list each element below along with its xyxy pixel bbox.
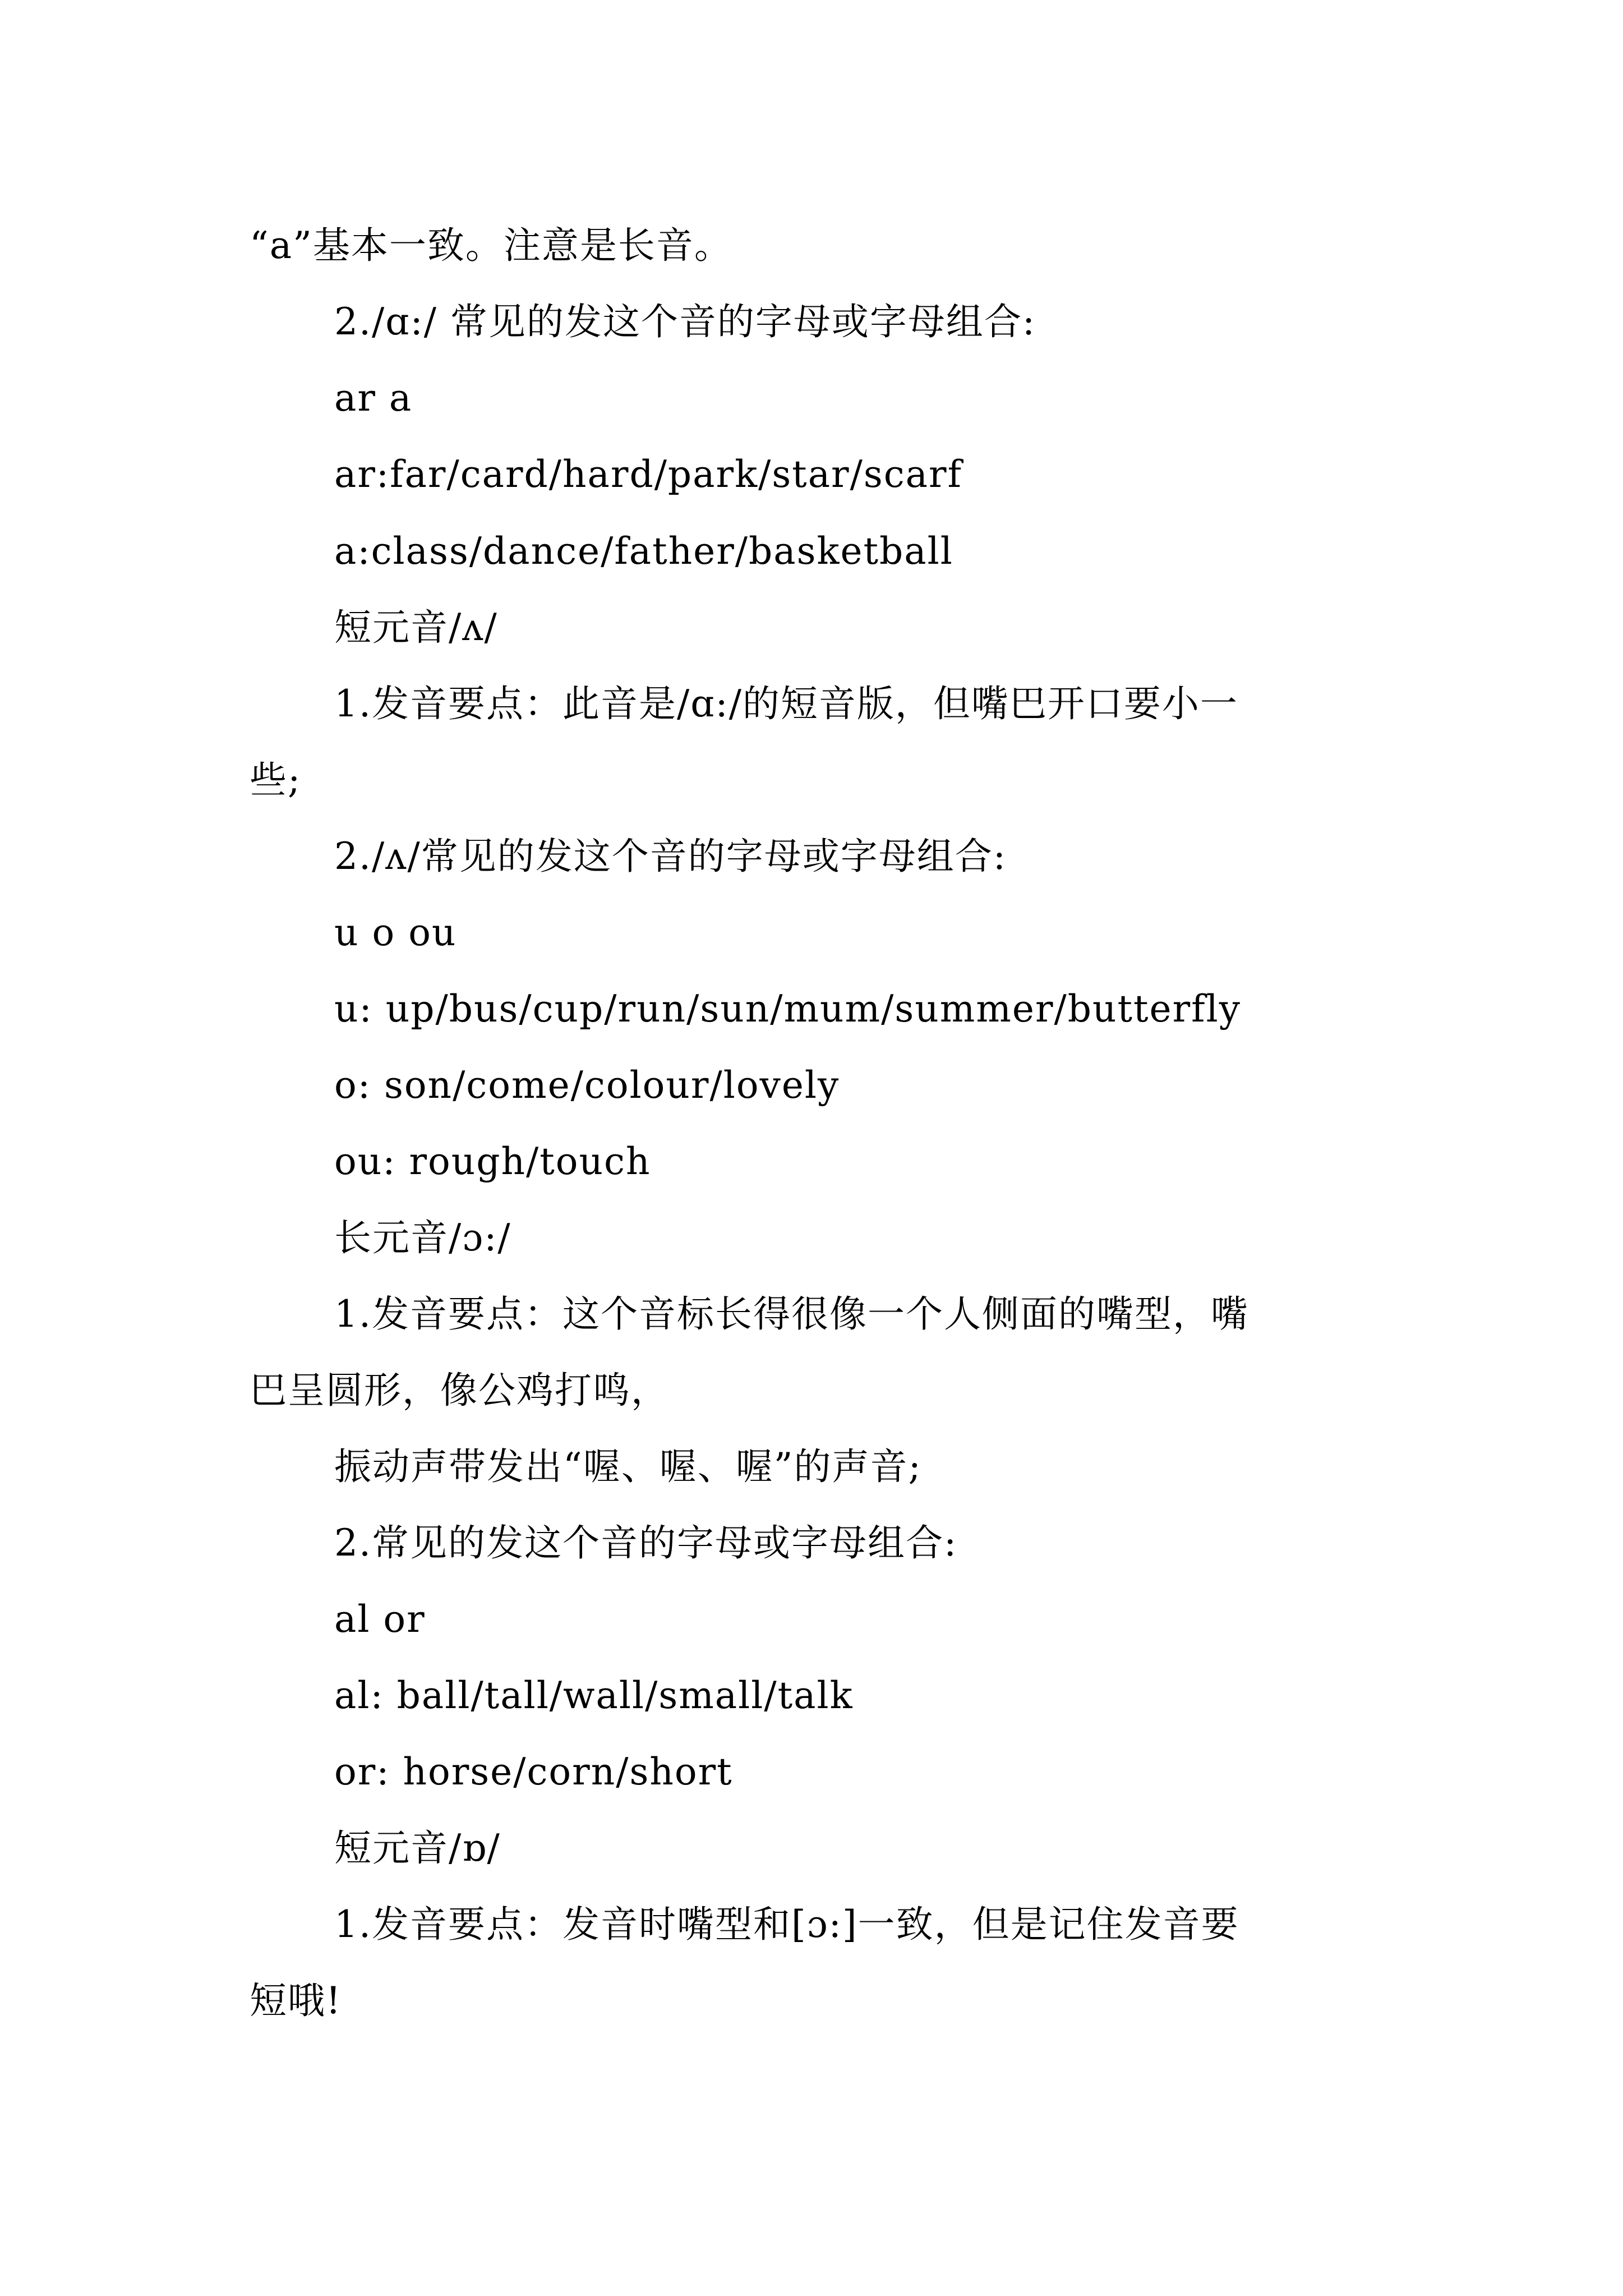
- text-line: 2./ɑ:/ 常见的发这个音的字母或字母组合:: [334, 300, 1036, 343]
- text-line: 1.发音要点：发音时嘴型和[ɔ:]一致，但是记住发音要: [334, 1903, 1239, 1946]
- text-line: 2.常见的发这个音的字母或字母组合:: [334, 1521, 958, 1565]
- text-line: 些;: [250, 758, 302, 802]
- text-line: al: ball/tall/wall/small/talk: [334, 1674, 854, 1717]
- text-line: ar a: [334, 376, 413, 420]
- text-line: a:class/dance/father/basketball: [334, 530, 953, 573]
- text-line: or: horse/corn/short: [334, 1750, 733, 1793]
- text-line: 短哦!: [250, 1979, 342, 2022]
- text-line: 1.发音要点：这个音标长得很像一个人侧面的嘴型，嘴: [334, 1292, 1249, 1336]
- text-line: 2./ʌ/常见的发这个音的字母或字母组合:: [334, 835, 1007, 878]
- text-line: ar:far/card/hard/park/star/scarf: [334, 453, 962, 496]
- text-line: 振动声带发出“喔、喔、喔”的声音;: [334, 1445, 922, 1488]
- text-line: u: up/bus/cup/run/sun/mum/summer/butterfly: [334, 987, 1241, 1030]
- text-line: u o ou: [334, 911, 457, 954]
- section-heading: 短元音/ʌ/: [334, 606, 498, 649]
- text-line: o: son/come/colour/lovely: [334, 1064, 840, 1107]
- section-heading: 长元音/ɔ:/: [334, 1216, 511, 1259]
- text-line: al or: [334, 1598, 426, 1641]
- text-line: 巴呈圆形，像公鸡打鸣，: [250, 1369, 669, 1412]
- section-heading: 短元音/ɒ/: [334, 1826, 501, 1870]
- text-line: “a”基本一致。注意是长音。: [250, 224, 732, 267]
- text-line: ou: rough/touch: [334, 1140, 651, 1183]
- text-line: 1.发音要点：此音是/ɑ:/的短音版，但嘴巴开口要小一: [334, 682, 1238, 725]
